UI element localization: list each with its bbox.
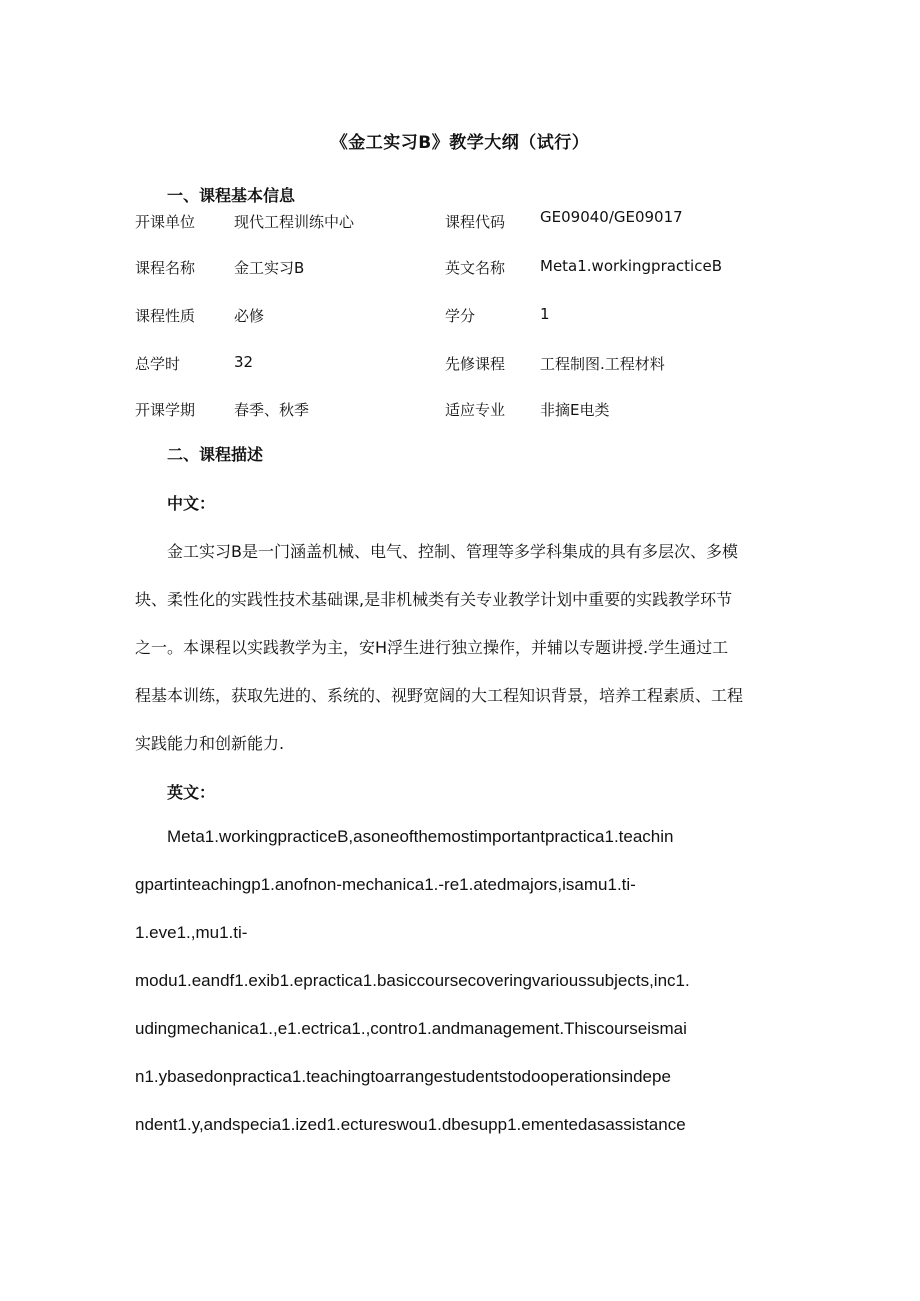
english-description-line: udingmechanica1.,e1.ectrica1.,contro1.andmanagement.Thiscourseismai — [135, 1019, 687, 1038]
english-description-line: Meta1.workingpracticeB,asoneofthemostimportantpractica1.teachin — [167, 827, 674, 846]
english-label: 英文： — [167, 783, 216, 802]
info-value: 金工实习B — [234, 259, 305, 277]
english-description-line: ndent1.y,andspecia1.ized1.ectureswou1.dbesupp1.ementedasassistance — [135, 1115, 686, 1134]
info-row — [0, 399, 920, 423]
info-value: 工程制图.工程材料 — [540, 355, 665, 373]
info-value: 1 — [540, 305, 550, 323]
chinese-description-line: 之一。本课程以实践教学为主，安H浮生进行独立操作，并辅以专题讲授.学生通过工 — [135, 638, 729, 657]
info-label: 开课单位 — [135, 213, 196, 231]
section-heading-basic-info: 一、课程基本信息 — [167, 186, 296, 205]
info-label: 学分 — [445, 307, 476, 325]
document-title: 《金工实习B》教学大纲（试行） — [330, 133, 590, 153]
info-value: 非摘E电类 — [540, 401, 610, 419]
info-label: 课程名称 — [135, 259, 196, 277]
section-heading-description: 二、课程描述 — [167, 445, 264, 464]
info-label: 课程代码 — [445, 213, 506, 231]
english-description-line: gpartinteachingp1.anofnon-mechanica1.-re1.atedmajors,isamu1.ti- — [135, 875, 636, 894]
info-value: Meta1.workingpracticeB — [540, 257, 722, 275]
info-value: 春季、秋季 — [234, 401, 310, 419]
info-label: 开课学期 — [135, 401, 196, 419]
info-row — [0, 257, 920, 281]
info-value: GE09040/GE09017 — [540, 208, 683, 226]
info-row — [0, 208, 920, 235]
info-label: 课程性质 — [135, 307, 196, 325]
chinese-description-line: 块、柔性化的实践性技术基础课,是非机械类有关专业教学计划中重要的实践教学环节 — [135, 590, 733, 609]
info-value: 32 — [234, 353, 254, 371]
info-value: 现代工程训练中心 — [234, 213, 355, 231]
info-value: 必修 — [234, 307, 265, 325]
chinese-description-line: 实践能力和创新能力. — [135, 734, 285, 753]
chinese-description-line: 程基本训练，获取先进的、系统的、视野宽阔的大工程知识背景，培养工程素质、工程 — [135, 686, 744, 705]
info-label: 先修课程 — [445, 355, 506, 373]
info-label: 英文名称 — [445, 259, 506, 277]
chinese-label: 中文： — [167, 494, 216, 513]
info-label: 总学时 — [135, 355, 181, 373]
info-label: 适应专业 — [445, 401, 506, 419]
english-description-line: 1.eve1.,mu1.ti- — [135, 923, 248, 942]
english-description-line: modu1.eandf1.exib1.epractica1.basiccoursecoveringvarioussubjects,inc1. — [135, 971, 690, 990]
english-description-line: n1.ybasedonpractica1.teachingtoarrangestudentstodooperationsindepe — [135, 1067, 671, 1086]
info-row — [0, 353, 920, 377]
chinese-description-line: 金工实习B是一门涵盖机械、电气、控制、管理等多学科集成的具有多层次、多模 — [167, 542, 738, 561]
info-row — [0, 305, 920, 329]
